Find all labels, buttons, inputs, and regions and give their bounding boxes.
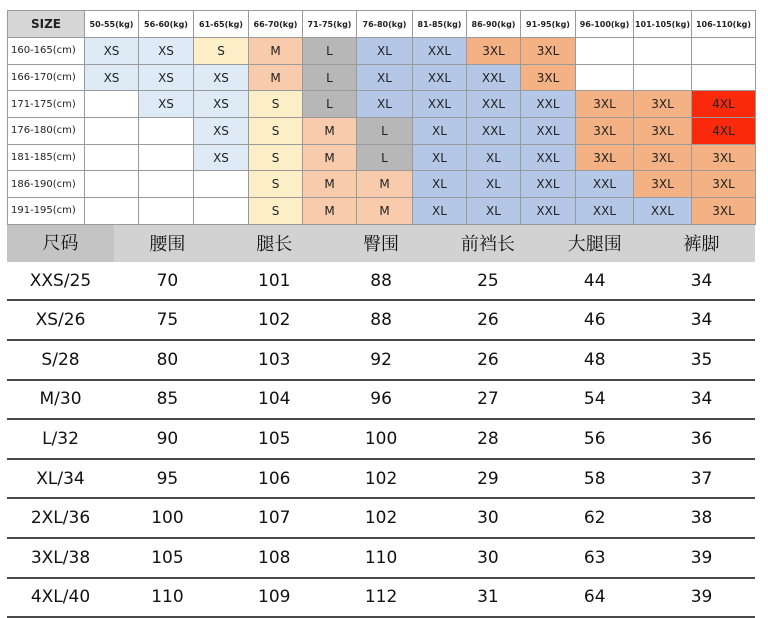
measurement-cell: 27 <box>477 389 499 410</box>
size-cell: XS <box>194 118 249 145</box>
measurement-cell: 25 <box>477 270 499 291</box>
measurement-row <box>7 301 755 341</box>
size-cell <box>85 91 139 118</box>
size-cell: XXL <box>521 171 576 198</box>
measurement-cell: 36 <box>690 428 713 449</box>
height-row-label: 176-180(cm) <box>8 118 85 145</box>
measurement-cell: 109 <box>258 587 291 608</box>
measurement-cell: 112 <box>364 587 398 608</box>
size-cell <box>692 38 756 65</box>
size-cell: XL <box>413 198 467 225</box>
measurement-header-cell: 前裆长 <box>460 234 515 256</box>
measurement-cell: 104 <box>258 389 291 410</box>
measurement-cell: 70 <box>156 270 179 291</box>
measurement-cell: 88 <box>370 310 392 331</box>
size-cell: M <box>303 118 357 145</box>
size-cell: XXL <box>576 171 634 198</box>
size-corner-label: SIZE <box>8 11 85 38</box>
height-row-label: 171-175(cm) <box>8 91 85 118</box>
size-cell: XXL <box>413 91 467 118</box>
size-cell: XL <box>357 91 413 118</box>
weight-column-header: 91-95(kg) <box>521 11 576 38</box>
measurement-cell: 3XL/38 <box>30 547 91 568</box>
weight-column-header: 61-65(kg) <box>194 11 249 38</box>
size-cell: S <box>249 144 303 171</box>
measurement-cell: 102 <box>258 310 291 331</box>
size-cell: M <box>303 144 357 171</box>
size-cell: XL <box>357 64 413 91</box>
size-cell: XL <box>413 118 467 145</box>
size-cell: XL <box>413 144 467 171</box>
weight-column-header: 50-55(kg) <box>85 11 139 38</box>
weight-column-header: 76-80(kg) <box>357 11 413 38</box>
measurement-cell: 2XL/36 <box>30 508 91 529</box>
measurement-cell: 39 <box>690 547 713 568</box>
size-cell: 3XL <box>692 144 756 171</box>
measurement-row <box>7 420 755 460</box>
size-cell: 3XL <box>634 91 692 118</box>
measurement-cell: 34 <box>690 270 713 291</box>
measurement-header-cell: 臀围 <box>363 234 400 256</box>
size-cell: L <box>303 64 357 91</box>
measurement-cell: 85 <box>156 389 179 410</box>
measurement-cell: 102 <box>364 468 398 489</box>
measurement-cell: 26 <box>477 349 499 370</box>
measurement-cell: 108 <box>258 547 291 568</box>
size-cell: XXL <box>467 64 521 91</box>
size-cell <box>194 171 249 198</box>
size-cell: XS <box>194 64 249 91</box>
size-cell: M <box>249 38 303 65</box>
measurement-cell: 56 <box>583 428 606 449</box>
size-cell <box>139 171 194 198</box>
measurement-row <box>7 499 755 539</box>
weight-column-header: 71-75(kg) <box>303 11 357 38</box>
size-cell: 3XL <box>692 171 756 198</box>
measurement-row <box>7 460 755 500</box>
size-cell: S <box>249 198 303 225</box>
measurement-cell: L/32 <box>42 428 79 449</box>
size-cell: XL <box>467 198 521 225</box>
size-cell: 3XL <box>521 38 576 65</box>
size-cell: L <box>303 38 357 65</box>
size-cell: XS <box>139 38 194 65</box>
size-chart-row <box>8 144 756 171</box>
size-chart-header-row <box>8 11 756 38</box>
measurement-cell: 29 <box>477 468 499 489</box>
size-cell: L <box>357 118 413 145</box>
size-cell: 3XL <box>634 171 692 198</box>
measurement-cell: 96 <box>370 389 392 410</box>
measurement-row <box>7 539 755 579</box>
size-cell: S <box>249 171 303 198</box>
size-cell: XL <box>467 171 521 198</box>
measurement-cell: XXS/25 <box>29 270 92 291</box>
measurement-cell: M/30 <box>39 389 82 410</box>
size-cell <box>139 144 194 171</box>
measurement-cell: 54 <box>583 389 606 410</box>
weight-column-header: 86-90(kg) <box>467 11 521 38</box>
measurement-cell: 38 <box>690 508 713 529</box>
size-cell: XXL <box>521 91 576 118</box>
size-chart-row <box>8 91 756 118</box>
size-chart-row <box>8 171 756 198</box>
size-cell: 4XL <box>692 118 756 145</box>
size-cell: XS <box>85 38 139 65</box>
weight-column-header: 66-70(kg) <box>249 11 303 38</box>
size-cell <box>576 64 634 91</box>
measurement-cell: 95 <box>156 468 179 489</box>
size-cell <box>634 64 692 91</box>
size-cell: XL <box>357 38 413 65</box>
measurement-row <box>7 341 755 381</box>
weight-column-header: 106-110(kg) <box>692 11 756 38</box>
size-cell: XXL <box>413 38 467 65</box>
measurement-cell: 26 <box>477 310 499 331</box>
measurement-table <box>7 225 755 618</box>
size-cell: 3XL <box>521 64 576 91</box>
measurement-cell: XL/34 <box>36 468 85 489</box>
measurement-cell: 63 <box>583 547 606 568</box>
height-row-label: 186-190(cm) <box>8 171 85 198</box>
measurement-header-cell: 大腿围 <box>567 234 622 256</box>
measurement-header-cell: 腰围 <box>149 234 186 256</box>
size-cell: S <box>194 38 249 65</box>
measurement-cell: 107 <box>258 508 291 529</box>
measurement-cell: 35 <box>690 349 713 370</box>
size-cell: XS <box>85 64 139 91</box>
size-cell: XS <box>194 144 249 171</box>
size-cell: XXL <box>521 198 576 225</box>
measurement-cell: 4XL/40 <box>30 587 91 608</box>
size-chart-table <box>7 10 756 225</box>
weight-column-header: 96-100(kg) <box>576 11 634 38</box>
weight-column-header: 101-105(kg) <box>634 11 692 38</box>
measurement-cell: 31 <box>477 587 499 608</box>
size-cell: XL <box>413 171 467 198</box>
measurement-cell: 44 <box>583 270 606 291</box>
size-cell: M <box>303 198 357 225</box>
size-cell: XXL <box>521 118 576 145</box>
measurement-cell: 92 <box>370 349 392 370</box>
measurement-cell: 34 <box>690 389 713 410</box>
weight-column-header: 56-60(kg) <box>139 11 194 38</box>
measurement-cell: 88 <box>370 270 392 291</box>
size-chart-row <box>8 38 756 65</box>
size-cell: S <box>249 118 303 145</box>
size-cell: 3XL <box>576 118 634 145</box>
measurement-cell: 75 <box>156 310 179 331</box>
measurement-cell: 110 <box>151 587 184 608</box>
size-cell <box>194 198 249 225</box>
measurement-cell: 58 <box>583 468 606 489</box>
size-cell: 3XL <box>576 144 634 171</box>
size-cell <box>634 38 692 65</box>
measurement-cell: 46 <box>583 310 606 331</box>
measurement-cell: 103 <box>258 349 291 370</box>
measurement-cell: 100 <box>364 428 398 449</box>
measurement-header-cell: 裤脚 <box>683 234 720 256</box>
size-cell: XXL <box>413 64 467 91</box>
height-row-label: 181-185(cm) <box>8 144 85 171</box>
measurement-cell: 30 <box>477 547 499 568</box>
measurement-cell: 48 <box>583 349 606 370</box>
size-chart-row <box>8 118 756 145</box>
height-row-label: 160-165(cm) <box>8 38 85 65</box>
measurement-cell: 30 <box>477 508 499 529</box>
measurement-cell: 39 <box>690 587 713 608</box>
size-cell <box>85 198 139 225</box>
measurement-header-row <box>7 225 755 262</box>
measurement-cell: 105 <box>151 547 184 568</box>
size-cell: XXL <box>634 198 692 225</box>
measurement-row <box>7 579 755 618</box>
size-cell: XS <box>194 91 249 118</box>
measurement-cell: 105 <box>258 428 291 449</box>
measurement-cell: 101 <box>258 270 291 291</box>
size-cell: M <box>249 64 303 91</box>
size-cell: M <box>357 171 413 198</box>
size-cell: 3XL <box>634 118 692 145</box>
size-cell: 3XL <box>467 38 521 65</box>
size-cell: 4XL <box>692 91 756 118</box>
size-cell <box>85 171 139 198</box>
size-cell: 3XL <box>692 198 756 225</box>
measurement-row <box>7 262 755 302</box>
measurement-cell: XS/26 <box>35 310 86 331</box>
size-cell: S <box>249 91 303 118</box>
size-cell: L <box>357 144 413 171</box>
size-cell: M <box>357 198 413 225</box>
size-cell <box>139 198 194 225</box>
measurement-row <box>7 381 755 421</box>
measurement-cell: 62 <box>583 508 606 529</box>
size-cell <box>692 64 756 91</box>
size-cell: XS <box>139 64 194 91</box>
measurement-header-cell: 腿长 <box>256 234 293 256</box>
size-cell <box>85 144 139 171</box>
measurement-cell: 64 <box>583 587 606 608</box>
size-chart-row <box>8 198 756 225</box>
size-cell: L <box>303 91 357 118</box>
size-cell <box>85 118 139 145</box>
size-cell: XS <box>139 91 194 118</box>
size-guide <box>7 10 755 618</box>
measurement-cell: 106 <box>258 468 291 489</box>
measurement-cell: S/28 <box>41 349 80 370</box>
measurement-cell: 90 <box>156 428 179 449</box>
measurement-cell: 34 <box>690 310 713 331</box>
size-cell: XXL <box>521 144 576 171</box>
height-row-label: 191-195(cm) <box>8 198 85 225</box>
size-cell: M <box>303 171 357 198</box>
size-cell: 3XL <box>576 91 634 118</box>
size-cell: 3XL <box>634 144 692 171</box>
measurement-cell: 100 <box>151 508 184 529</box>
weight-column-header: 81-85(kg) <box>413 11 467 38</box>
size-cell: XXL <box>467 118 521 145</box>
measurement-header-cell: 尺码 <box>7 225 114 262</box>
size-cell: XL <box>467 144 521 171</box>
size-cell: XXL <box>467 91 521 118</box>
size-cell <box>139 118 194 145</box>
size-cell: XXL <box>576 198 634 225</box>
size-chart-row <box>8 64 756 91</box>
size-cell <box>576 38 634 65</box>
height-row-label: 166-170(cm) <box>8 64 85 91</box>
measurement-cell: 80 <box>156 349 179 370</box>
measurement-cell: 110 <box>364 547 398 568</box>
measurement-cell: 102 <box>364 508 398 529</box>
measurement-cell: 37 <box>690 468 713 489</box>
measurement-cell: 28 <box>477 428 499 449</box>
